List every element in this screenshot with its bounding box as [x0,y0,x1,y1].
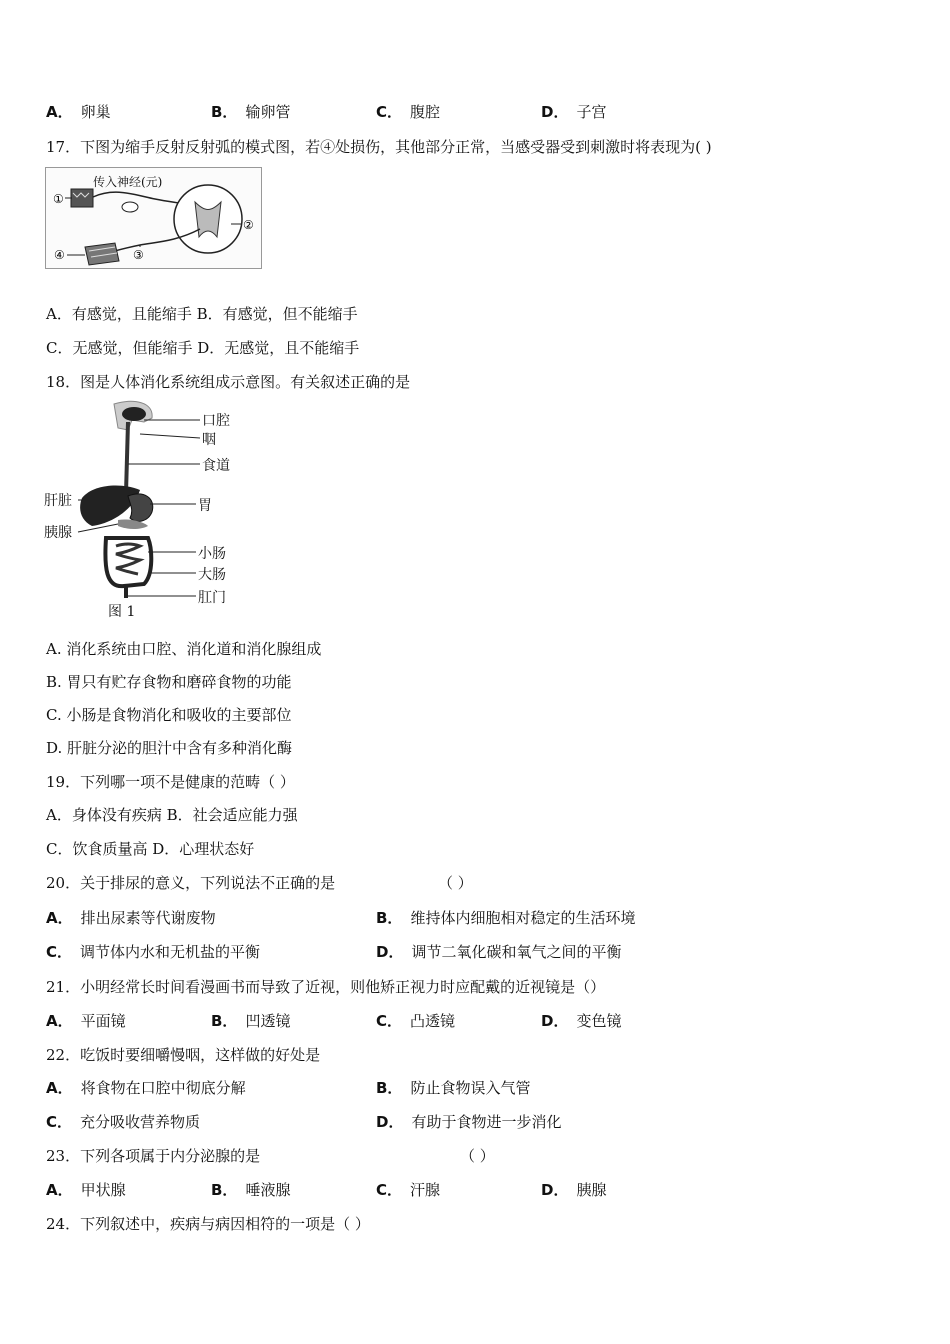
q22-option-b: B． 防止食物误入气管 [376,1079,531,1097]
q21-option-d: D． 变色镜 [541,1012,622,1030]
digestive-system-figure [44,398,244,623]
mouth-shape [122,407,146,421]
q23-option-a: A． 甲状腺 [46,1181,126,1199]
q20-option-b: B． 维持体内细胞相对稳定的生活环境 [376,909,636,927]
q21-stem: 21．小明经常长时间看漫画书而导致了近视，则他矫正视力时应配戴的近视镜是（） [46,978,606,996]
effector-muscle-shape [85,243,119,265]
q16-option-d: D． 子宫 [541,103,607,121]
label-pancreas: 胰腺 [44,525,72,541]
q16-option-a: A． 卵巢 [46,103,111,121]
label-esophagus: 食道 [202,458,230,474]
q22-option-a: A． 将食物在口腔中彻底分解 [46,1079,246,1097]
label-1: ① [53,192,64,206]
small-intestine-shape [116,544,140,574]
q18-option-b: B. 胃只有贮存食物和磨碎食物的功能 [46,673,292,691]
q21-option-b: B． 凹透镜 [211,1012,291,1030]
label-2: ② [243,218,254,232]
q22-option-d: D． 有助于食物进一步消化 [376,1113,562,1131]
label-large-intestine: 大肠 [198,567,226,583]
q19-options-row-1: A．身体没有疾病 B．社会适应能力强 [46,806,298,824]
label-mouth: 口腔 [202,413,230,429]
q19-options-row-2: C．饮食质量高 D．心理状态好 [46,840,255,858]
q16-option-b: B． 输卵管 [211,103,291,121]
stomach-shape [128,494,153,521]
q18-option-a: A. 消化系统由口腔、消化道和消化腺组成 [46,640,322,658]
label-4: ④ [54,248,65,262]
label-small-intestine: 小肠 [198,546,226,562]
q23-option-d: D． 胰腺 [541,1181,607,1199]
q20-option-a: A． 排出尿素等代谢废物 [46,909,216,927]
esophagus-shape [124,422,130,493]
q24-stem: 24．下列叙述中，疾病与病因相符的一项是（ ） [46,1215,370,1233]
q23-answer-paren: （ ） [460,1147,495,1165]
label-pharynx: 咽 [202,432,216,448]
q22-stem: 22．吃饭时要细嚼慢咽，这样做的好处是 [46,1046,321,1064]
label-liver: 肝脏 [44,493,72,509]
q23-option-c: C． 汗腺 [376,1181,441,1199]
label-3: ③ [133,248,144,262]
q18-option-d: D. 肝脏分泌的胆汁中含有多种消化酶 [46,739,293,757]
q23-stem: 23．下列各项属于内分泌腺的是 [46,1147,261,1165]
reflex-arc-figure [45,167,263,270]
q19-stem: 19．下列哪一项不是健康的范畴（ ） [46,773,295,791]
q20-option-d: D． 调节二氧化碳和氧气之间的平衡 [376,943,622,961]
q17-options-row-1: A．有感觉，且能缩手 B．有感觉，但不能缩手 [46,305,358,323]
label-stomach: 胃 [198,498,212,514]
q20-stem: 20．关于排尿的意义，下列说法不正确的是 [46,874,336,892]
q20-answer-paren: （ ） [438,874,473,892]
q21-option-a: A． 平面镜 [46,1012,126,1030]
q18-option-c: C. 小肠是食物消化和吸收的主要部位 [46,706,292,724]
q23-option-b: B． 唾液腺 [211,1181,291,1199]
reflex-arc-caption: 传入神经(元) [93,175,163,189]
ganglion-shape [122,202,138,212]
q17-stem: 17．下图为缩手反射反射弧的模式图，若④处损伤，其他部分正常，当感受器受到刺激时将表现为( ) [46,138,712,156]
q20-option-c: C． 调节体内水和无机盐的平衡 [46,943,261,961]
q16-option-c: C． 腹腔 [376,103,441,121]
q22-option-c: C． 充分吸收营养物质 [46,1113,201,1131]
q21-option-c: C． 凸透镜 [376,1012,456,1030]
receptor-skin-shape [71,189,93,207]
q18-stem: 18．图是人体消化系统组成示意图。有关叙述正确的是 [46,373,411,391]
q17-options-row-2: C．无感觉，但能缩手 D．无感觉，且不能缩手 [46,339,360,357]
figure-caption: 图 1 [108,604,136,620]
label-anus: 肛门 [198,590,226,606]
